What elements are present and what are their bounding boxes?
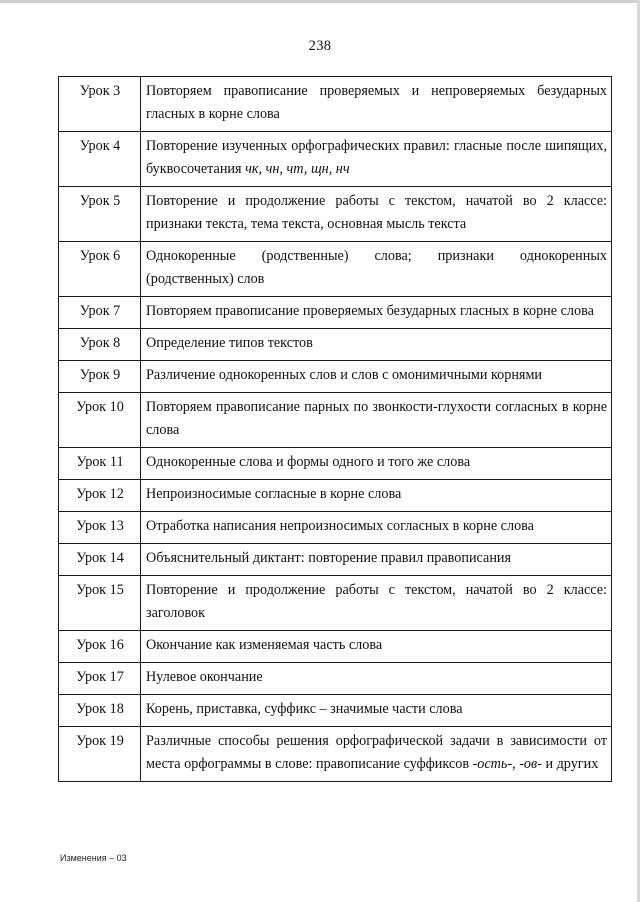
- table-row: [59, 297, 612, 329]
- table-row: [59, 631, 612, 663]
- lesson-label: Урок 4: [59, 132, 141, 187]
- table-row: [59, 393, 612, 448]
- lesson-label: Урок 9: [59, 361, 141, 393]
- lesson-label: Урок 5: [59, 187, 141, 242]
- lesson-label: Урок 14: [59, 544, 141, 576]
- table-row: [59, 448, 612, 480]
- lesson-label: Урок 18: [59, 695, 141, 727]
- lesson-topic: Корень, приставка, суффикс – значимые части слова: [141, 695, 612, 727]
- table-row: [59, 512, 612, 544]
- table-row: [59, 727, 612, 782]
- lesson-topic: Повторяем правописание проверяемых безударных гласных в корне слова: [141, 297, 612, 329]
- lesson-label: Урок 13: [59, 512, 141, 544]
- table-row: [59, 695, 612, 727]
- lesson-topic: Определение типов текстов: [141, 329, 612, 361]
- table-row: [59, 187, 612, 242]
- table-row: [59, 329, 612, 361]
- lesson-label: Урок 12: [59, 480, 141, 512]
- lesson-topic: Повторяем правописание парных по звонкости-глухости согласных в корне слова: [141, 393, 612, 448]
- table-row: [59, 242, 612, 297]
- lesson-label: Урок 7: [59, 297, 141, 329]
- lesson-topic: Однокоренные слова и формы одного и того же слова: [141, 448, 612, 480]
- lesson-label: Урок 6: [59, 242, 141, 297]
- lesson-topic: Повторение и продолжение работы с текстом, начатой во 2 классе: признаки текста, тема текста, основная мысль текста: [141, 187, 612, 242]
- lesson-topic: Нулевое окончание: [141, 663, 612, 695]
- lesson-label: Урок 10: [59, 393, 141, 448]
- lesson-topic: Окончание как изменяемая часть слова: [141, 631, 612, 663]
- lesson-topic: Повторяем правописание проверяемых и непроверяемых безударных гласных в корне слова: [141, 77, 612, 132]
- revision-footer: Изменения – 03: [60, 853, 127, 863]
- lesson-label: Урок 19: [59, 727, 141, 782]
- lesson-topic: Непроизносимые согласные в корне слова: [141, 480, 612, 512]
- table-row: [59, 77, 612, 132]
- scan-edge: [0, 0, 640, 3]
- lesson-topic: Отработка написания непроизносимых согласных в корне слова: [141, 512, 612, 544]
- lesson-topic: Повторение и продолжение работы с текстом, начатой во 2 классе: заголовок: [141, 576, 612, 631]
- lesson-label: Урок 17: [59, 663, 141, 695]
- lesson-topic: Повторение изученных орфографических правил: гласные после шипящих, буквосочетания чк, чн, чт, щн, нч: [141, 132, 612, 187]
- table-row: [59, 480, 612, 512]
- lesson-label: Урок 11: [59, 448, 141, 480]
- lesson-topic: Различение однокоренных слов и слов с омонимичными корнями: [141, 361, 612, 393]
- table-row: [59, 361, 612, 393]
- lesson-topic: Объяснительный диктант: повторение правил правописания: [141, 544, 612, 576]
- lesson-label: Урок 3: [59, 77, 141, 132]
- lesson-plan-table: [58, 76, 612, 782]
- table-row: [59, 132, 612, 187]
- lesson-label: Урок 15: [59, 576, 141, 631]
- page-number: 238: [308, 38, 332, 54]
- lesson-label: Урок 8: [59, 329, 141, 361]
- table-row: [59, 663, 612, 695]
- lesson-label: Урок 16: [59, 631, 141, 663]
- lesson-topic: Однокоренные (родственные) слова; признаки однокоренных (родственных) слов: [141, 242, 612, 297]
- lesson-topic: Различные способы решения орфографической задачи в зависимости от места орфограммы в слове: правописание суффиксов -ость-, -ов- и других: [141, 727, 612, 782]
- table-row: [59, 576, 612, 631]
- table-row: [59, 544, 612, 576]
